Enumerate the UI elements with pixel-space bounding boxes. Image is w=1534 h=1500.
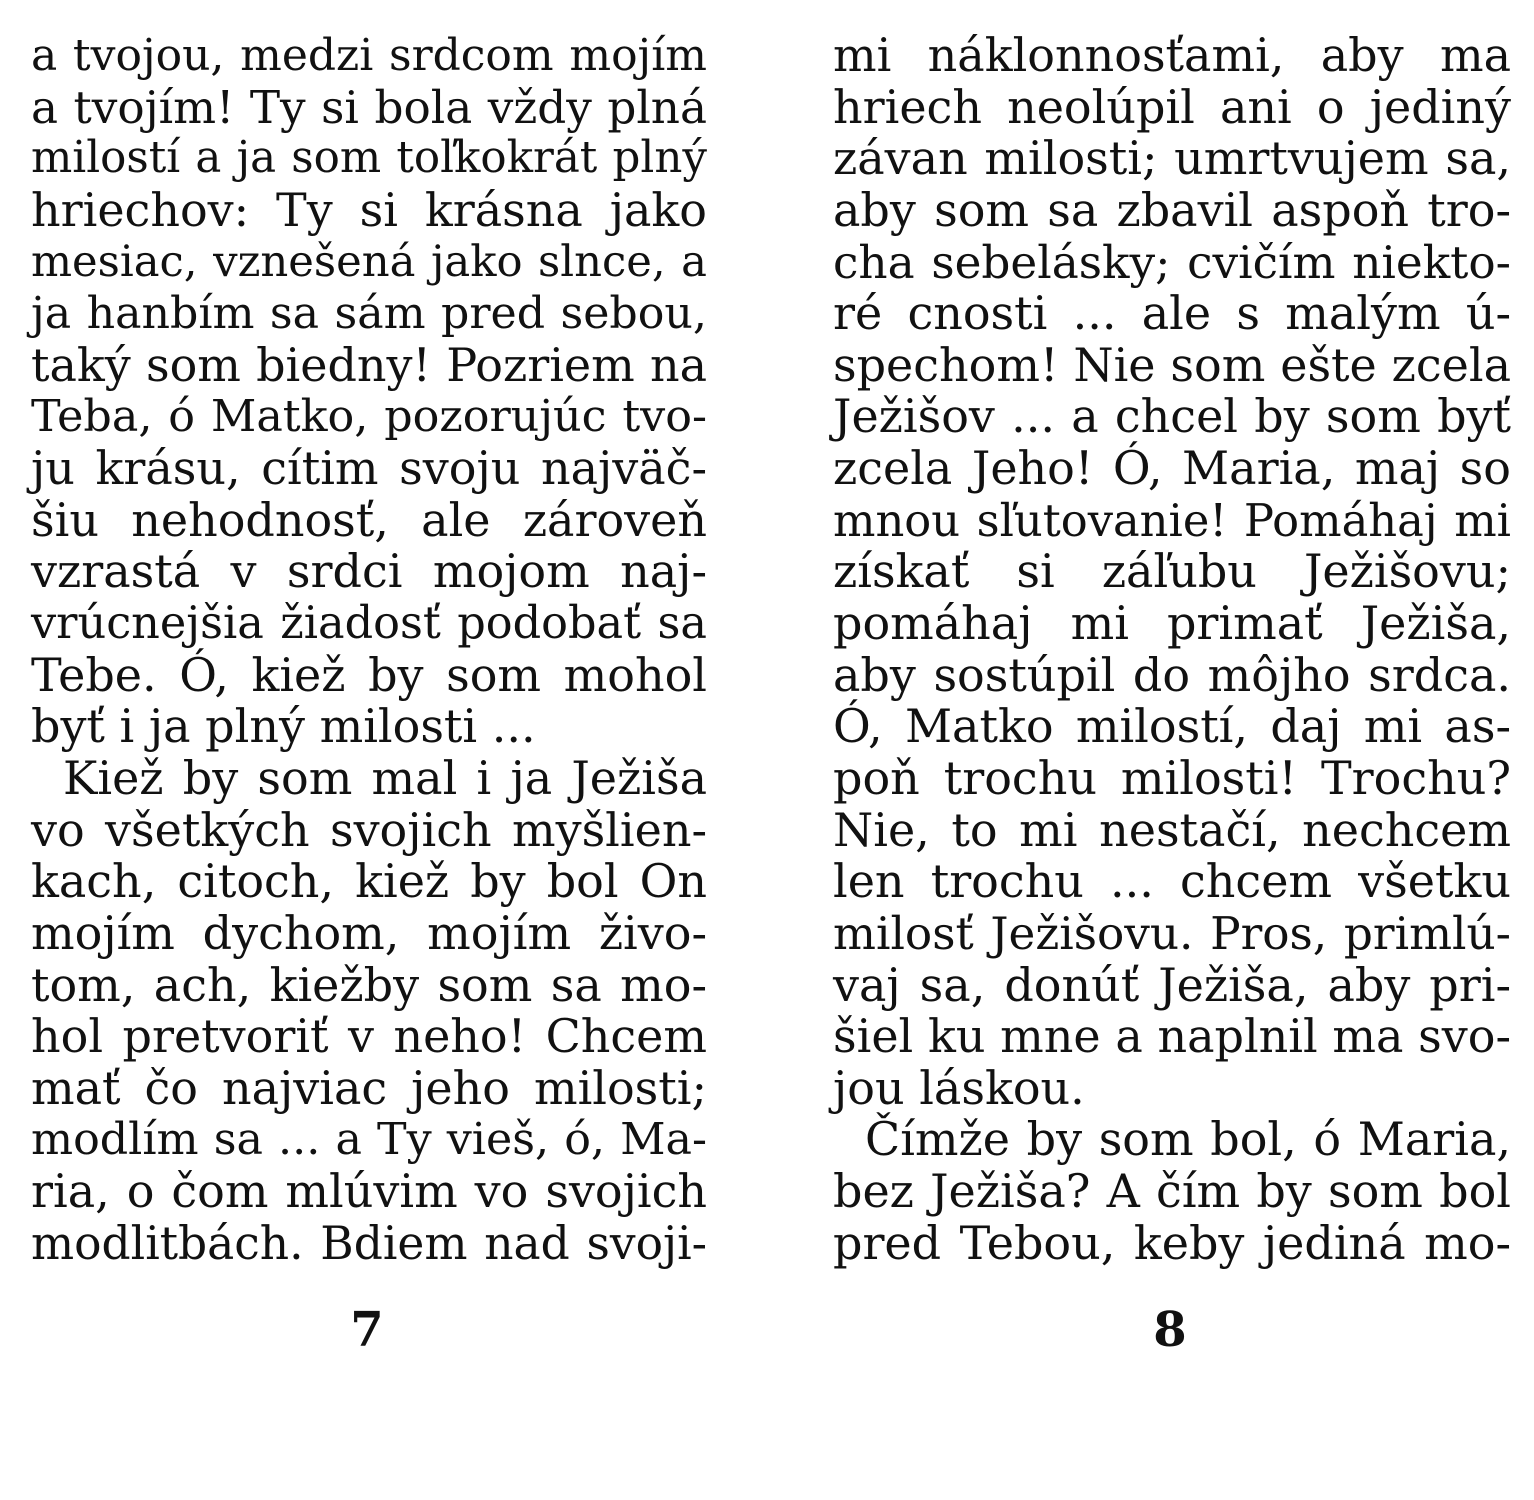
text-line: tom, ach, kiežby som sa mo- [31, 957, 707, 1012]
text-line: vrúcnejšia žiadosť podobať sa [31, 597, 707, 650]
text-line: byť i ja plný milosti ... [31, 699, 536, 754]
text-line: aby som sa zbavil aspoň tro- [833, 182, 1511, 237]
text-line: mojím dychom, mojím živo- [31, 905, 707, 960]
text-line: taký som biedny! Pozriem na [31, 337, 707, 392]
text-line: Tebe. Ó, kiež by som mohol [31, 647, 707, 702]
right-page [767, 0, 1534, 1500]
text-line: aby sostúpil do môjho srdca. [833, 647, 1511, 702]
right-page-text [833, 30, 1511, 1269]
text-line: Ó, Matko milostí, daj mi as- [833, 699, 1511, 754]
text-line: jou láskou. [833, 1060, 1085, 1115]
text-line: šiel ku mne a naplnil ma svo- [833, 1009, 1511, 1064]
text-line: mnou sľutovanie! Pomáhaj mi [833, 493, 1511, 547]
text-line: Nie, to mi nestačí, nechcem [833, 802, 1511, 857]
text-line: ria, o čom mlúvim vo svojich [31, 1164, 707, 1219]
text-line: Teba, ó Matko, pozorujúc tvo- [31, 391, 707, 443]
text-line: hol pretvoriť v neho! Chcem [31, 1009, 707, 1064]
text-line: poň trochu milosti! Trochu? [833, 750, 1511, 805]
text-line: Čímže by som bol, ó Maria, [865, 1112, 1511, 1167]
text-line: milosť Ježišovu. Pros, primlú- [833, 906, 1511, 960]
text-line: šiu nehodnosť, ale zároveň [31, 492, 707, 547]
text-line: ju krásu, cítim svoju najväč- [31, 441, 707, 496]
text-line: získať si záľubu Ježišovu; [833, 544, 1511, 599]
text-line: cha sebelásky; cvičím niekto- [833, 235, 1511, 289]
text-line: ré cnosti ... ale s malým ú- [833, 286, 1511, 341]
text-line: milostí a ja som toľkokrát plný [31, 133, 707, 184]
text-line: mať čo najviac jeho milosti; [31, 1060, 707, 1115]
text-line: a tvojím! Ty si bola vždy plná [31, 80, 707, 134]
page-number-left: 7 [350, 1302, 384, 1358]
text-line: hriech neolúpil ani o jediný [833, 79, 1511, 134]
text-line: spechom! Nie som ešte zcela [833, 337, 1511, 392]
text-line: Kiež by som mal i ja Ježiša [63, 750, 707, 805]
text-line: mi náklonnosťami, aby ma [833, 28, 1511, 82]
text-line: pred Tebou, keby jediná mo- [833, 1215, 1511, 1270]
text-line: zcela Jeho! Ó, Maria, maj so [833, 441, 1511, 496]
text-line: kach, citoch, kiež by bol On [31, 854, 707, 909]
text-line: len trochu ... chcem všetku [833, 854, 1511, 909]
text-line: ja hanbím sa sám pred sebou, [31, 288, 707, 340]
left-page-text [31, 30, 707, 1269]
text-line: vzrastá v srdci mojom naj- [31, 544, 707, 599]
text-line: a tvojou, medzi srdcom mojím [31, 30, 707, 81]
text-line: hriechov: Ty si krásna jako [31, 182, 707, 237]
text-line: modlím sa ... a Ty vieš, ó, Ma- [31, 1114, 707, 1166]
text-line: vo všetkých svojich myšlien- [31, 802, 707, 857]
text-line: mesiac, vznešená jako slnce, a [31, 236, 707, 287]
text-line: vaj sa, donúť Ježiša, aby pri- [833, 957, 1511, 1012]
text-line: Ježišov ... a chcel by som byť [833, 389, 1511, 444]
text-line: modlitbách. Bdiem nad svoji- [31, 1216, 707, 1270]
text-line: pomáhaj mi primať Ježiša, [833, 596, 1511, 651]
text-line: závan milosti; umrtvujem sa, [833, 131, 1511, 186]
page-number-right: 8 [1153, 1302, 1187, 1358]
text-line: bez Ježiša? A čím by som bol [833, 1164, 1511, 1219]
